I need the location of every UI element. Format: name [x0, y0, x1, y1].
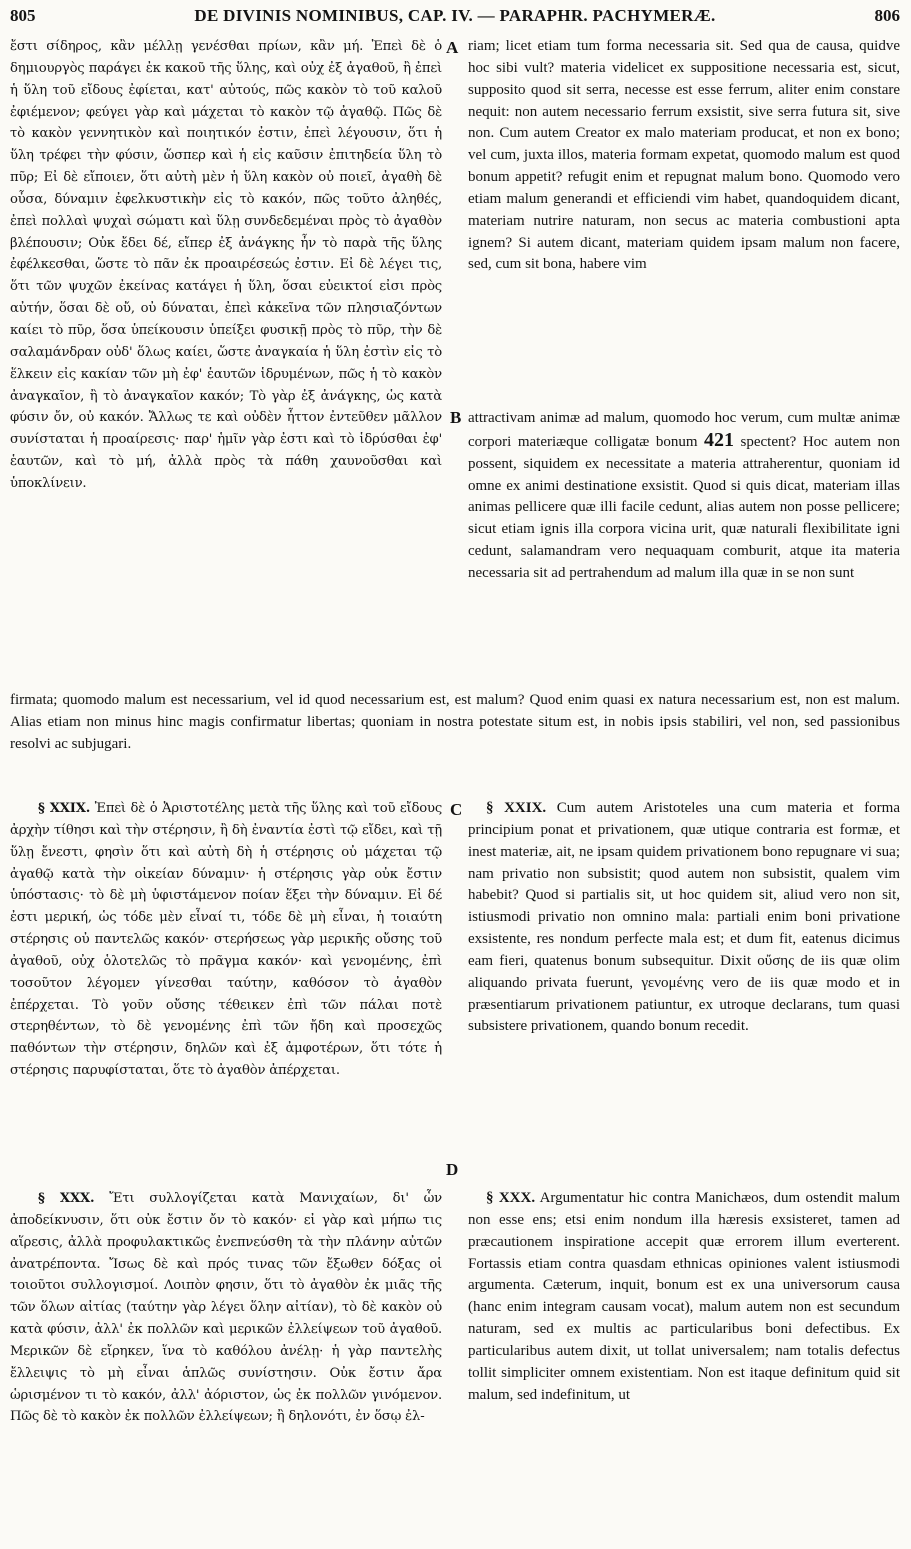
latin-text: Cum autem Aristoteles una cum materia et forma principium ponat et privationem, quæ utique contraria est formæ, et inest materiæ, ait, ne ipsam quidem privationem bono repugnare vi sua; nam privatio non subsistit; quod autem non subsistit, qualem vim habebit? Quod si partialis sit, ut hoc quidem sit, aliud vero non sit, istiusmodi privatio non omnino mala: partiali enim boni privatione exsistente, res nondum perfecte mala est; et dum fit, eatenus dicimus eam fieri, quatenus bonum subsequitur. Dixit οὔσης de iis quæ olim aliquando privata fuerunt, γενομένης vero de iis quæ modo et in præsentiarum privationem patiuntur, ex utroque declarans, tum quasi subsistere privationem, quando bonum recedit. [468, 800, 901, 1035]
margin-marker-b: B [450, 408, 462, 427]
margin-marker-a: A [446, 38, 459, 57]
latin-text: spectent? Hoc autem non possent, siquidem ex necessitate a materia attraherentur, quoniam id omne ex animi destinatione exsistit. Quod si quis dicat, materiam illas animas pellicere quæ illi facile cedunt, alias autem non posse pellicere; sicut etiam ignis illa corpora vicina urit, quæ naturali flexibilitate igni cedunt, salamandram vero nequaquam comburit, atque ita materia necessaria sit ad pertrahendum ad malum illa quæ in se non sunt [468, 433, 900, 581]
full-width-latin [10, 690, 900, 756]
greek-text: Ἔτι συλλογίζεται κατὰ Μανιχαίων, δι' ὧν ἀποδείκνυσιν, ὅτι οὐκ ἔστιν ὄν τὸ κακόν· εἰ γὰρ καὶ μήπω τις αἵρεσις, ἀλλὰ προφυλακτικῶς ἐνεπνεύσθη τὰ τὴν πλάνην αὐτῶν ἀνατρέποντα. Ἴσως δὲ καὶ πρός τινας τῶν ἔξωθεν δόξας οἱ τοιοῦτοι συλλογισμοί. Λοιπὸν φησιν, ὅτι τὸ ἀγαθὸν ἐκ μιᾶς τῆς τῶν ὅλων αἰτίας (ταύτην γὰρ λέγει ὅλην αἰτίαν), τὸ δὲ κακὸν οὐ κατὰ φύσιν, ἀλλ' ἐκ πολλῶν καὶ μερικῶν ἐλλείψεων τοῦ ἀγαθοῦ. Μερικῶν δὲ εἴρηκεν, ἵνα τὸ καθόλου ἀνέλῃ· ἡ γὰρ παντελὴς ἔλλειψις τὸ μὴ εἶναι ἁπλῶς συνίστησιν. Οὐκ ἔστιν ἄρα ὡρισμένον τι τὸ κακόν, ἀλλ' ἀόριστον, ὡς ἐκ πολλῶν γινόμενον. Πῶς δὲ τὸ κακὸν ἐκ πολλῶν ἐλλείψεων; ἢ δηλονότι, ἐν ὅσῳ ἐλ- [10, 1191, 443, 1425]
margin-marker-c: C [450, 800, 463, 819]
latin-column-block1b [468, 408, 900, 585]
section-heading: § XXIX. [486, 800, 547, 816]
greek-text: ἔστι σίδηρος, κἂν μέλλῃ γενέσθαι πρίων, κἂν μή. Ἐπεὶ δὲ ὁ δημιουργὸς παράγει ἐκ κακοῦ τῆς ὕλης, καὶ οὐχ ἐξ ἀγαθοῦ, ἢ ἐπεὶ ἡ ὕλη τοῦ εἴδους ἐφίεται, κατ' αὐτούς, πῶς κακὸν τὸ τοῦ καλοῦ ἐφιέμενον; φεύγει γὰρ καὶ μάχεται τὸ κακὸν τῷ ἀγαθῷ. Πῶς δὲ τὸ κακὸν γεννητικὸν καὶ ποιητικόν ἐστιν, ἐπεὶ λέγουσιν, ὅτι ἡ ὕλη τρέφει τὴν φύσιν, ὥσπερ καὶ ἡ εἰς καῦσιν ἐπιτηδεία ὕλη τὸ πῦρ; Εἰ δὲ εἴποιεν, ὅτι αὐτὴ μὲν ἡ ὕλη κακὸν οὐ ποιεῖ, ἀγαθὴ δὲ οὖσα, δύναμιν ἐφελκυστικὴν εἰς τὸ κακόν, πῶς τοῦτο ἀληθές, ἐπεὶ πολλαὶ ψυχαὶ σώματι καὶ ὕλῃ συνδεδεμέναι πρὸς τὸ ἀγαθὸν βλέπουσιν; Οὐκ ἔδει δέ, εἴπερ ἐξ ἀνάγκης ἦν τὸ παρὰ τῆς ὕλης ἐφέλκεσθαι, ὥστε τὸ πᾶν ἐκ προαιρέσεώς ἐστιν. Εἰ δὲ λέγει τις, ὅτι τῶν ψυχῶν ἐκείνας κατάγει ἡ ὕλη, ὅσαι εὐεικτοί εἰσι πρὸς αὐτήν, ὅσαι δὲ οὔ, οὐ δύναται, ἐπεὶ κἀκεῖνα τῶν πλησιαζόντων καίει τὸ πῦρ, ὅσα ὑπείκουσιν ὑπείξει φυσικῇ πρὸς τὸ πῦρ, τὴν δὲ σαλαμάνδραν οὐδ' ὅλως καίει, ὥστε ἀναγκαία ἡ ὕλη ἐστὶν εἰς τὸ ἕλκειν εἰς κακίαν τῶν μὴ ἐφ' ἑαυτῶν ἱδρυμένων, πῶς ἡ τὸ κακὸν ἀναγκαῖον, ἢ τὸ ἀναγκαῖον κακόν; Τὸ γὰρ ἐξ ἀνάγκης, ὡς κατὰ φύσιν ὄν, οὐ κακόν. Ἄλλως τε καὶ οὐδὲν ἧττον ἐντεῦθεν μᾶλλον συνίσταται ἡ προαίρεσις· παρ' ἡμῖν γὰρ ἐστι καὶ τὸ ἱδρύσθαι ἐφ' ἑαυτῶν, καὶ τὸ μή, ἀλλὰ πρὸς τὰ πάθη χαυνοῦσθαι καὶ ὑποκλίνειν. [10, 39, 442, 491]
greek-column-block1 [10, 36, 442, 495]
running-title: DE DIVINIS NOMINIBUS, CAP. IV. — PARAPHR. PACHYMERÆ. [194, 6, 716, 25]
running-header [10, 6, 900, 32]
section-heading: § XXX. [38, 1191, 95, 1206]
latin-column-block2 [468, 798, 900, 1038]
section-heading: § XXX. [486, 1190, 536, 1206]
column-number: 421 [704, 428, 734, 451]
page-number-right: 806 [874, 6, 900, 25]
section-heading: § XXIX. [38, 801, 91, 816]
page-number-left: 805 [10, 6, 36, 25]
latin-column-block1a [468, 36, 900, 276]
latin-text: riam; licet etiam tum forma necessaria sit. Sed qua de causa, quidve hoc sibi vult? materia videlicet ex suppositione necessaria est, sicut, supposito quod sit serra, necesse est esse ferrum, aliter enim constare nequit: non autem necessario ferrum exsistit, sive serra futura sit, sive non. Cum autem Creator ex malo materiam producat, et non ex bono; vel cum, juxta illos, materia formam expetat, quomodo malum est quod bonum appetit? refugit enim et repugnat malum bono. Quomodo vero etiam malum generandi et efficiendi vim habet, quandoquidem dicant, materiam nutrire naturam, non secus ac materia combustioni apta ignem? Si autem dicant, materiam quidem ipsam malum non facere, sed, cum sit bona, habere vim [468, 38, 900, 273]
greek-text: Ἐπεὶ δὲ ὁ Ἀριστοτέλης μετὰ τῆς ὕλης καὶ τοῦ εἴδους ἀρχὴν τίθησι καὶ τὴν στέρησιν, ἢ δὴ ἐναντία ἐστὶ τῷ εἴδει, καὶ τῇ ὕλῃ ἔνεστι, φησὶν ὅτι καὶ αὐτὴ δὴ ἡ στέρησις οὐ μάχεται τῷ ἀγαθῷ κατὰ τὴν οἰκείαν δύναμιν· ἡ στέρησις γὰρ οὐκ ἔστιν ὑπόστασις· τὸ δὲ μὴ ὑφιστάμενον ποίαν ἕξει τὴν δύναμιν. Εἰ δέ ἐστι μερική, ὡς τόδε μὲν εἶναί τι, τόδε δὲ μὴ εἶναι, ἡ τοιαύτη στέρησις οὐ παντελῶς κακόν· στερήσεως γὰρ μερικῆς οὔσης τοῦ ἀγαθοῦ, οὐχ ὁλοτελῶς τὸ πρᾶγμα κακόν· καὶ γενομένης, ἐπὶ τοσοῦτον λέγομεν γίνεσθαι ταύτην, καθόσον τὸ ἀγαθὸν ἐπέρχεται. Τὸ γοῦν οὔσης τέθεικεν ἐπὶ τῶν πάλαι ποτὲ στερηθέντων, τὸ δὲ γενομένης ἐπὶ τῶν ἤδη καὶ προσεχῶς παθόντων τὴν στέρησιν, δηλῶν καὶ ἐξ ἀμφοτέρων, ὅτι τότε ἡ στέρησις παρυφίσταται, ὅτε τὸ ἀγαθὸν ἀπέρχεται. [10, 801, 442, 1079]
latin-text: attractivam animæ ad malum, quomodo hoc verum, cum multæ animæ corpori materiæque colligatæ bonum [468, 410, 900, 450]
margin-marker-d: D [446, 1160, 459, 1179]
greek-column-block3 [10, 1188, 442, 1428]
latin-text: firmata; quomodo malum est necessarium, vel id quod necessarium est, est malum? Quod enim quasi ex natura necessarium est, non est malum. Alias etiam non minus hinc magis confirmatur libertas; quoniam in nostra potestate situm est, in nobis ipsis stabiliri, vel non, sed passionibus resolvi ac subjugari. [10, 692, 900, 752]
greek-column-block2 [10, 798, 442, 1082]
latin-text: Argumentatur hic contra Manichæos, dum ostendit malum non esse ens; etsi enim nondum illa hæresis exsisteret, tamen ad præcautionem inspiratione accepit quæ errorem illum everterent. Fortassis etiam contra quasdam ethnicas opiniones valent istiusmodi argumenta. Cæterum, inquit, bonum est ex una universorum causa (hanc enim integram causam vocat), malum autem non est secundum naturam, sed ex multis ac particularibus boni defectibus. Ex particularibus autem dixit, ut tollat universalem; nam totalis defectus tollit simpliciter omnem existentiam. Non est itaque definitum quid sit malum, sed indefinitum, ut [468, 1190, 900, 1403]
latin-column-block3 [468, 1188, 900, 1406]
